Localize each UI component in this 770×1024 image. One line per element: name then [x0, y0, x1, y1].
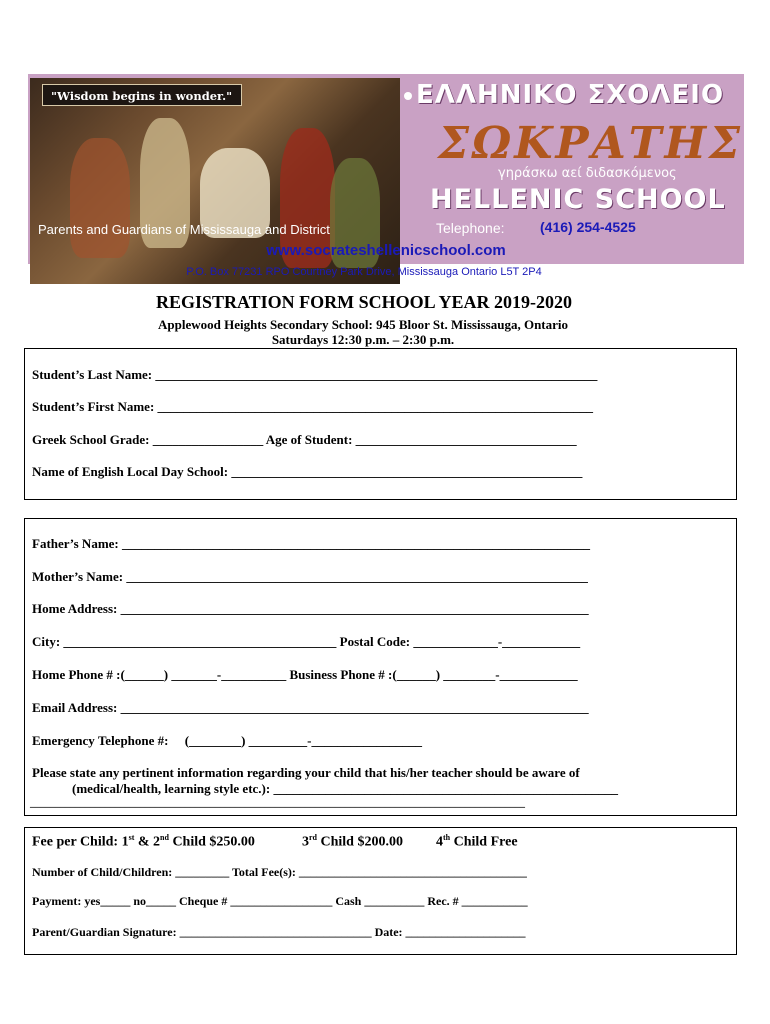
greek-school-title: ΕΛΛΗΝΙΚΟ ΣΧΟΛΕΙΟ: [416, 80, 725, 110]
city-postal-field[interactable]: City: __________________________________________ Postal Code: _____________-____________: [32, 634, 581, 649]
student-last-name-field[interactable]: Student’s Last Name: ____________________________________________________________________: [32, 367, 598, 382]
fee-third: 3rd Child $200.00: [302, 833, 403, 850]
day-school-field[interactable]: Name of English Local Day School: ______________________________________________________: [32, 464, 583, 479]
home-address-field[interactable]: Home Address: ________________________________________________________________________: [32, 601, 589, 616]
website-link[interactable]: www.socrateshellenicschool.com: [266, 242, 506, 259]
pertinent-info-field[interactable]: (medical/health, learning style etc.): _____________________________________________________: [72, 781, 618, 796]
pertinent-info-extra-line[interactable]: ___________________________________________________________________________________________________: [30, 798, 525, 809]
quote-caption: "Wisdom begins in wonder.": [42, 84, 242, 106]
sokratis-logo-text: ΣΩΚΡΑΤΗΣ: [438, 118, 744, 169]
po-box-address: P.O. Box 77231 RPO Courtney Park Drive, Mississauga Ontario L5T 2P4: [186, 266, 542, 278]
form-title: REGISTRATION FORM SCHOOL YEAR 2019-2020: [155, 292, 573, 312]
telephone-label: Telephone:: [436, 220, 505, 236]
grade-age-field[interactable]: Greek School Grade: _________________ Age of Student: __________________________________: [32, 432, 577, 447]
parents-guardians-line: Parents and Guardians of Mississauga and District: [38, 222, 330, 237]
payment-field[interactable]: Payment: yes_____ no_____ Cheque # _________________ Cash __________ Rec. # ___________: [32, 894, 528, 908]
greek-motto: γηράσκω αεί διδασκόμενος: [498, 166, 677, 181]
hellenic-school-title: HELLENIC SCHOOL: [430, 184, 726, 215]
fee-first-second: Fee per Child: 1st & 2nd Child $250.00: [32, 833, 255, 850]
header-banner: [28, 74, 744, 264]
student-first-name-field[interactable]: Student’s First Name: ___________________________________________________________________: [32, 399, 594, 414]
telephone-number: (416) 254-4525: [540, 219, 636, 235]
school-location: Applewood Heights Secondary School: 945 Bloor St. Mississauga, Ontario: [157, 317, 569, 332]
signature-date-field[interactable]: Parent/Guardian Signature: ________________________________ Date: ____________________: [32, 925, 526, 939]
phone-numbers-field[interactable]: Home Phone # :(______) _______-__________ Business Phone # :(______) ________-____________: [32, 667, 578, 682]
email-field[interactable]: Email Address: ________________________________________________________________________: [32, 700, 589, 715]
emergency-phone-field[interactable]: Emergency Telephone #: (________) _________-_________________: [32, 733, 422, 748]
children-total-field[interactable]: Number of Child/Children: _________ Total Fee(s): ______________________________________: [32, 865, 527, 879]
father-name-field[interactable]: Father’s Name: ________________________________________________________________________: [32, 536, 590, 551]
pertinent-info-label: Please state any pertinent information regarding your child that his/her teacher should be aware of: [32, 765, 580, 780]
class-time: Saturdays 12:30 p.m. – 2:30 p.m.: [271, 332, 455, 347]
mother-name-field[interactable]: Mother’s Name: _______________________________________________________________________: [32, 569, 588, 584]
fee-fourth: 4th Child Free: [436, 833, 518, 850]
bullet-dot: [404, 92, 412, 100]
